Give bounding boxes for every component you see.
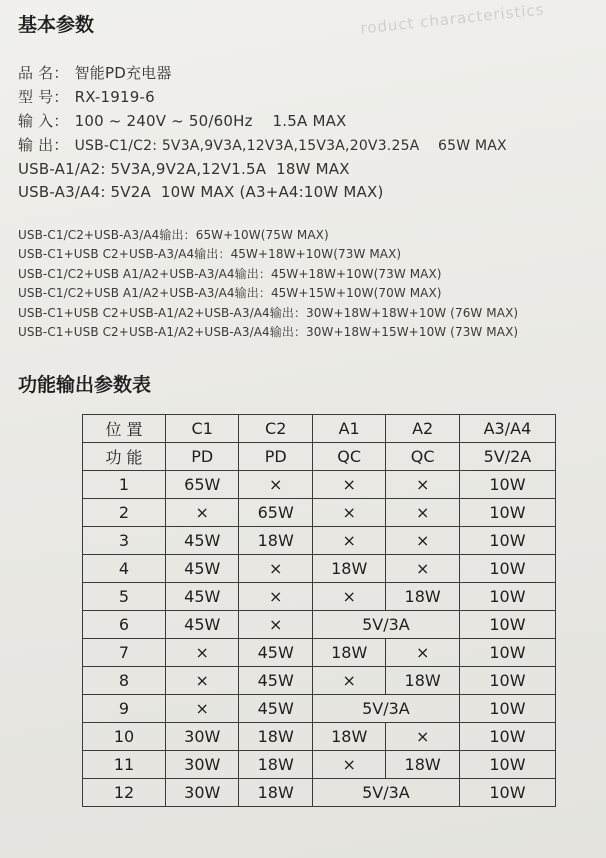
combo-line: USB-C1+USB C2+USB-A3/A4输出：45W+18W+10W(73W MAX) bbox=[18, 247, 402, 261]
cell-a1: 18W bbox=[312, 723, 385, 751]
cell-a3a4: 10W bbox=[459, 555, 555, 583]
cell-c1: 30W bbox=[166, 779, 239, 807]
table-row bbox=[83, 723, 556, 751]
cell-c1: 45W bbox=[166, 527, 239, 555]
combo-line: USB-C1/C2+USB A1/A2+USB-A3/A4输出：45W+15W+10W(70W MAX) bbox=[18, 286, 442, 300]
table-row bbox=[83, 779, 556, 807]
cell-c1: 45W bbox=[166, 583, 239, 611]
cell-c1: 45W bbox=[166, 555, 239, 583]
cell-a1: × bbox=[312, 527, 385, 555]
spec-value: USB-A3/A4: 5V2A 10W MAX (A3+A4:10W MAX) bbox=[18, 183, 384, 201]
row-number: 12 bbox=[83, 779, 166, 807]
cell-a3a4: 10W bbox=[459, 611, 555, 639]
spec-line-usb-a1a2 bbox=[18, 158, 350, 180]
spec-line-usb-a3a4 bbox=[18, 181, 384, 203]
cell-a1: × bbox=[312, 667, 385, 695]
cell-a1: × bbox=[312, 471, 385, 499]
cell-a3a4: 10W bbox=[459, 695, 555, 723]
cell-a1: × bbox=[312, 499, 385, 527]
cell-a3a4: 10W bbox=[459, 639, 555, 667]
table-row bbox=[83, 667, 556, 695]
cell-c2: × bbox=[239, 611, 312, 639]
row-number: 3 bbox=[83, 527, 166, 555]
spec-line-name bbox=[18, 62, 172, 84]
header-cell: C2 bbox=[239, 415, 312, 443]
header-cell: A1 bbox=[312, 415, 385, 443]
header-cell: C1 bbox=[166, 415, 239, 443]
header-cell: A3/A4 bbox=[459, 415, 555, 443]
spec-label: 输 入： bbox=[18, 112, 69, 130]
cell-a2: × bbox=[386, 555, 459, 583]
cell-c2: 45W bbox=[239, 667, 312, 695]
cell-a2: × bbox=[386, 639, 459, 667]
cell-c1: 65W bbox=[166, 471, 239, 499]
row-number: 5 bbox=[83, 583, 166, 611]
spec-value: USB-A1/A2: 5V3A,9V2A,12V1.5A 18W MAX bbox=[18, 160, 350, 178]
spec-label: 输 出： bbox=[18, 136, 69, 154]
basic-params-title: 基本参数 bbox=[18, 14, 95, 36]
cell-a1a2-merged: 5V/3A bbox=[312, 611, 459, 639]
combo-line: USB-C1/C2+USB A1/A2+USB-A3/A4输出：45W+18W+10W(73W MAX) bbox=[18, 267, 442, 281]
row-number: 10 bbox=[83, 723, 166, 751]
cell-a2: 18W bbox=[386, 751, 459, 779]
spec-line-input bbox=[18, 110, 347, 132]
header-cell: QC bbox=[312, 443, 385, 471]
cell-c1: × bbox=[166, 667, 239, 695]
cell-a3a4: 10W bbox=[459, 751, 555, 779]
cell-a3a4: 10W bbox=[459, 583, 555, 611]
cell-a2: × bbox=[386, 499, 459, 527]
cell-c1: 45W bbox=[166, 611, 239, 639]
cell-c2: 18W bbox=[239, 527, 312, 555]
header-cell: PD bbox=[166, 443, 239, 471]
header-cell: 5V/2A bbox=[459, 443, 555, 471]
table-header-row bbox=[83, 415, 556, 443]
header-cell: 功 能 bbox=[83, 443, 166, 471]
cell-a2: 18W bbox=[386, 667, 459, 695]
output-params-table bbox=[82, 414, 556, 807]
spec-line-output bbox=[18, 134, 507, 157]
cell-a2: × bbox=[386, 471, 459, 499]
row-number: 4 bbox=[83, 555, 166, 583]
row-number: 1 bbox=[83, 471, 166, 499]
cell-a1: 18W bbox=[312, 555, 385, 583]
table-row bbox=[83, 639, 556, 667]
cell-a2: × bbox=[386, 723, 459, 751]
cell-c1: × bbox=[166, 695, 239, 723]
cell-c2: 18W bbox=[239, 779, 312, 807]
table-row bbox=[83, 471, 556, 499]
cell-a1: 18W bbox=[312, 639, 385, 667]
cell-a1a2-merged: 5V/3A bbox=[312, 695, 459, 723]
row-number: 9 bbox=[83, 695, 166, 723]
table-row bbox=[83, 751, 556, 779]
row-number: 8 bbox=[83, 667, 166, 695]
cell-a3a4: 10W bbox=[459, 667, 555, 695]
combo-line: USB-C1+USB C2+USB-A1/A2+USB-A3/A4输出：30W+18W+15W+10W (73W MAX) bbox=[18, 325, 519, 339]
cell-a3a4: 10W bbox=[459, 499, 555, 527]
cell-c2: 18W bbox=[239, 723, 312, 751]
cell-c1: 30W bbox=[166, 723, 239, 751]
cell-c2: 45W bbox=[239, 695, 312, 723]
cell-a3a4: 10W bbox=[459, 779, 555, 807]
cell-c2: 65W bbox=[239, 499, 312, 527]
row-number: 11 bbox=[83, 751, 166, 779]
spec-value: USB-C1/C2: 5V3A,9V3A,12V3A,15V3A,20V3.25A 65W MAX bbox=[74, 138, 507, 154]
cell-a2: × bbox=[386, 527, 459, 555]
spec-value: 100 ~ 240V ~ 50/60Hz 1.5A MAX bbox=[74, 112, 347, 130]
header-cell: 位 置 bbox=[83, 415, 166, 443]
cell-c1: × bbox=[166, 639, 239, 667]
cell-a3a4: 10W bbox=[459, 527, 555, 555]
cell-c2: 18W bbox=[239, 751, 312, 779]
cell-c2: × bbox=[239, 583, 312, 611]
table-row bbox=[83, 555, 556, 583]
cell-c2: × bbox=[239, 471, 312, 499]
table-row bbox=[83, 611, 556, 639]
table-row bbox=[83, 527, 556, 555]
spec-value: 智能PD充电器 bbox=[74, 64, 172, 82]
cell-c1: 30W bbox=[166, 751, 239, 779]
spec-value: RX-1919-6 bbox=[74, 88, 155, 106]
cell-a3a4: 10W bbox=[459, 723, 555, 751]
row-number: 2 bbox=[83, 499, 166, 527]
cell-a3a4: 10W bbox=[459, 471, 555, 499]
bleed-through-text: roduct characteristics bbox=[359, 0, 546, 38]
spec-label: 型 号： bbox=[18, 88, 69, 106]
cell-c2: × bbox=[239, 555, 312, 583]
spec-line-model bbox=[18, 86, 155, 108]
header-cell: PD bbox=[239, 443, 312, 471]
table-row bbox=[83, 499, 556, 527]
cell-c1: × bbox=[166, 499, 239, 527]
table-row bbox=[83, 695, 556, 723]
cell-c2: 45W bbox=[239, 639, 312, 667]
cell-a1: × bbox=[312, 583, 385, 611]
header-cell: QC bbox=[386, 443, 459, 471]
cell-a2: 18W bbox=[386, 583, 459, 611]
combo-line: USB-C1/C2+USB-A3/A4输出：65W+10W(75W MAX) bbox=[18, 228, 329, 242]
header-cell: A2 bbox=[386, 415, 459, 443]
output-table-title: 功能输出参数表 bbox=[18, 374, 152, 396]
row-number: 6 bbox=[83, 611, 166, 639]
table-header-row bbox=[83, 443, 556, 471]
spec-label: 品 名： bbox=[18, 64, 69, 82]
row-number: 7 bbox=[83, 639, 166, 667]
cell-a1: × bbox=[312, 751, 385, 779]
combo-line: USB-C1+USB C2+USB-A1/A2+USB-A3/A4输出：30W+18W+18W+10W (76W MAX) bbox=[18, 306, 519, 320]
cell-a1a2-merged: 5V/3A bbox=[312, 779, 459, 807]
table-row bbox=[83, 583, 556, 611]
